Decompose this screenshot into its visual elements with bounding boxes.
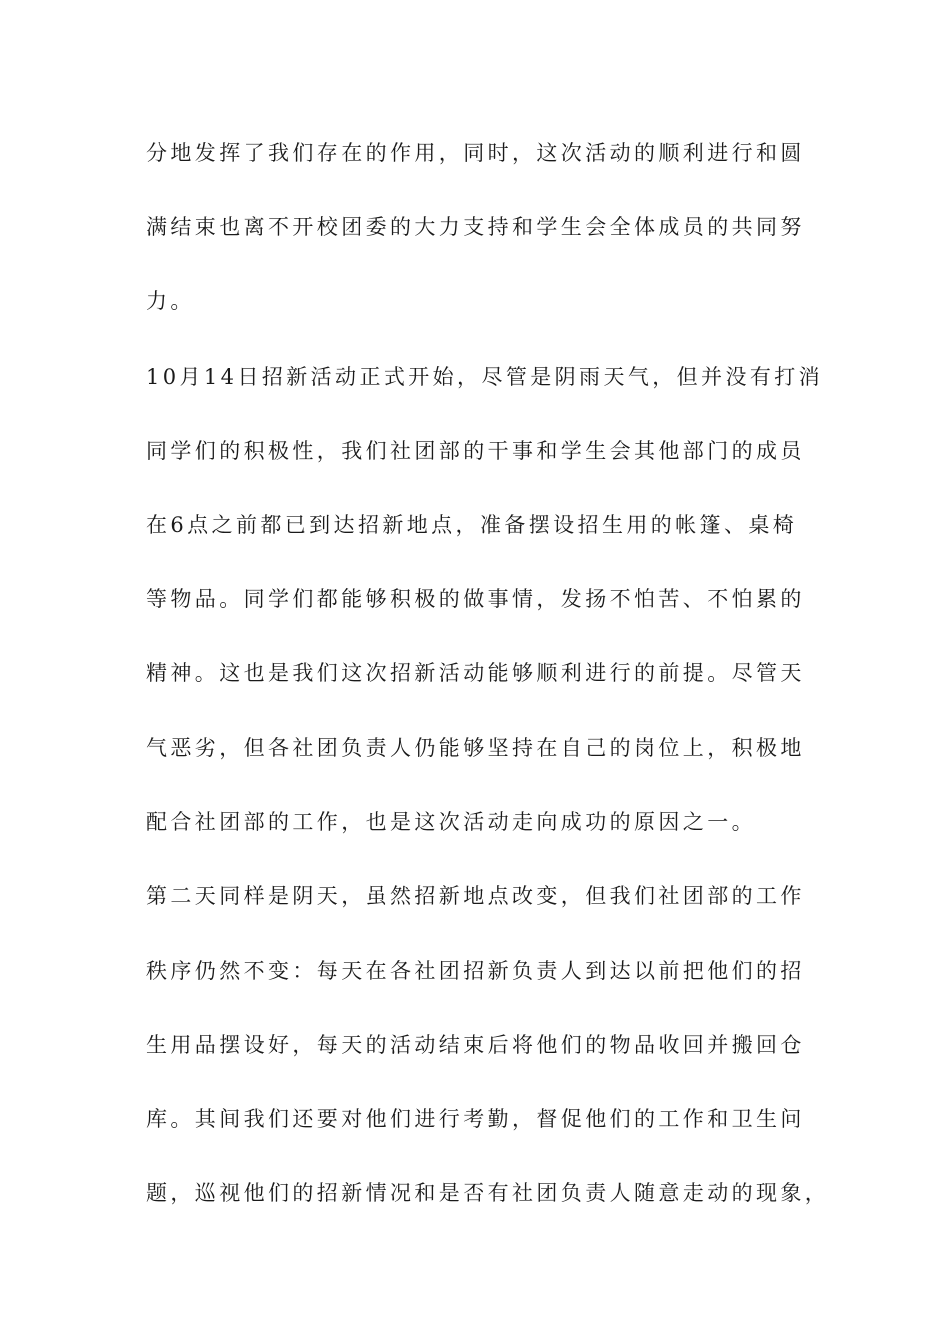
text-line: 气恶劣，但各社团负责人仍能够坚持在自己的岗位上，积极地 — [146, 736, 805, 760]
text-line: 第二天同样是阴天，虽然招新地点改变，但我们社团部的工作 — [146, 884, 805, 908]
text-line: 满结束也离不开校团委的大力支持和学生会全体成员的共同努 — [146, 215, 805, 239]
text-line: 题，巡视他们的招新情况和是否有社团负责人随意走动的现象， — [146, 1181, 830, 1205]
text-line: 精神。这也是我们这次招新活动能够顺利进行的前提。尽管天 — [146, 661, 805, 685]
text-line: 秩序仍然不变：每天在各社团招新负责人到达以前把他们的招 — [146, 959, 805, 983]
text-line: 10月14日招新活动正式开始，尽管是阴雨天气，但并没有打消 — [146, 365, 824, 389]
text-line: 配合社团部的工作，也是这次活动走向成功的原因之一。 — [146, 810, 756, 834]
text-line: 等物品。同学们都能够积极的做事情，发扬不怕苦、不怕累的 — [146, 587, 805, 611]
text-line: 分地发挥了我们存在的作用，同时，这次活动的顺利进行和圆 — [146, 141, 805, 165]
text-line: 生用品摆设好，每天的活动结束后将他们的物品收回并搬回仓 — [146, 1033, 805, 1057]
text-line: 在6点之前都已到达招新地点，准备摆设招生用的帐篷、桌椅 — [146, 513, 798, 537]
text-line: 库。其间我们还要对他们进行考勤，督促他们的工作和卫生问 — [146, 1107, 805, 1131]
text-line: 同学们的积极性，我们社团部的干事和学生会其他部门的成员 — [146, 439, 805, 463]
text-line: 力。 — [146, 289, 195, 313]
